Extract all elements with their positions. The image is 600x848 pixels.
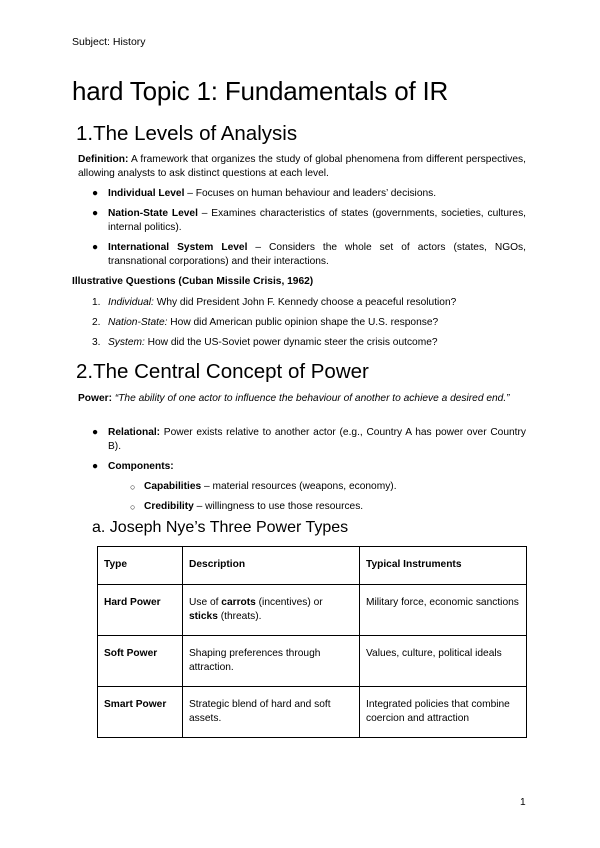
table-header-row [98,547,527,585]
list-item [130,500,530,514]
type-name: Smart Power [104,699,167,710]
cell-type [98,636,183,687]
list-item [92,336,526,350]
level-text: – Examines characteristics of states (governments, societies, cultures, internal politics). [108,208,526,233]
item-number: 1. [92,297,101,308]
question-text: Why did President John F. Kennedy choose a peaceful resolution? [153,297,457,308]
component-term: Credibility [144,501,194,512]
component-term: Capabilities [144,481,202,492]
table-row [98,585,527,636]
level-text: – Considers the whole set of actors (states, NGOs, transnational corporations) and their interactions. [108,242,526,267]
list-item [92,207,526,235]
cell-type [98,585,183,636]
level-text: – Focuses on human behaviour and leaders’ decisions. [184,188,437,199]
header-instruments: Typical Instruments [360,547,527,585]
cell-instruments: Military force, economic sanctions [360,585,527,636]
bullet-icon: ● [92,188,99,199]
list-item [92,187,526,201]
component-text: – willingness to use those resources. [193,501,364,512]
page-number: 1 [520,797,526,808]
item-number: 3. [92,337,101,348]
list-item [92,296,526,310]
question-label: Individual: [108,297,154,308]
relational-text: Power exists relative to another actor (e.g., Country A has power over Country B). [108,427,526,452]
desc-bold: sticks [189,611,218,622]
header-type: Type [98,547,183,585]
desc-text: (threats). [217,611,262,622]
definition-label: Definition: [78,154,129,165]
desc-text: (incentives) or [255,597,323,608]
power-list [92,426,526,480]
list-item [92,241,526,269]
nye-subheading: a. Joseph Nye’s Three Power Types [92,519,349,536]
power-quote: “The ability of one actor to influence the behaviour of another to achieve a desired end.” [114,393,510,404]
bullet-icon: ● [92,461,99,472]
list-item [130,480,530,494]
bullet-icon: ● [92,427,99,438]
question-text: How did the US-Soviet power dynamic steer the crisis outcome? [144,337,438,348]
type-name: Soft Power [104,648,158,659]
desc-text: Use of [189,597,222,608]
relational-term: Relational: [108,427,161,438]
level-term: Nation-State Level [108,208,198,219]
hollow-bullet-icon: ○ [130,502,136,512]
hollow-bullet-icon: ○ [130,482,136,492]
components-term: Components: [108,461,174,472]
cell-type [98,687,183,738]
desc-bold: carrots [221,597,256,608]
level-term: Individual Level [108,188,185,199]
bullet-icon: ● [92,242,99,253]
section-1-heading: 1.The Levels of Analysis [76,122,298,145]
definition-text: A framework that organizes the study of global phenomena from different perspectives, allowing analysts to ask distinct questions at each level. [78,154,526,179]
table-row [98,636,527,687]
cell-description: Strategic blend of hard and soft assets. [183,687,360,738]
document-title: hard Topic 1: Fundamentals of IR [72,76,449,106]
level-term: International System Level [108,242,248,253]
list-item [92,426,526,454]
power-definition [78,392,526,406]
item-number: 2. [92,317,101,328]
power-types-table [97,546,527,738]
question-label: System: [108,337,145,348]
question-label: Nation-State: [108,317,168,328]
component-text: – material resources (weapons, economy). [201,481,397,492]
components-list [130,480,530,520]
question-text: How did American public opinion shape the U.S. response? [167,317,439,328]
cell-description: Shaping preferences through attraction. [183,636,360,687]
subject-label: Subject: History [72,36,146,48]
cell-instruments: Values, culture, political ideals [360,636,527,687]
power-label: Power: [78,393,112,404]
bullet-icon: ● [92,208,99,219]
cell-description [183,585,360,636]
section-2-heading: 2.The Central Concept of Power [76,360,369,383]
header-description: Description [183,547,360,585]
levels-list [92,187,526,275]
definition-paragraph [78,153,526,181]
list-item [92,460,526,474]
list-item [92,316,526,330]
table-row [98,687,527,738]
type-name: Hard Power [104,597,161,608]
questions-list [92,296,526,356]
cell-instruments: Integrated policies that combine coercion and attraction [360,687,527,738]
questions-heading: Illustrative Questions (Cuban Missile Crisis, 1962) [72,276,314,287]
